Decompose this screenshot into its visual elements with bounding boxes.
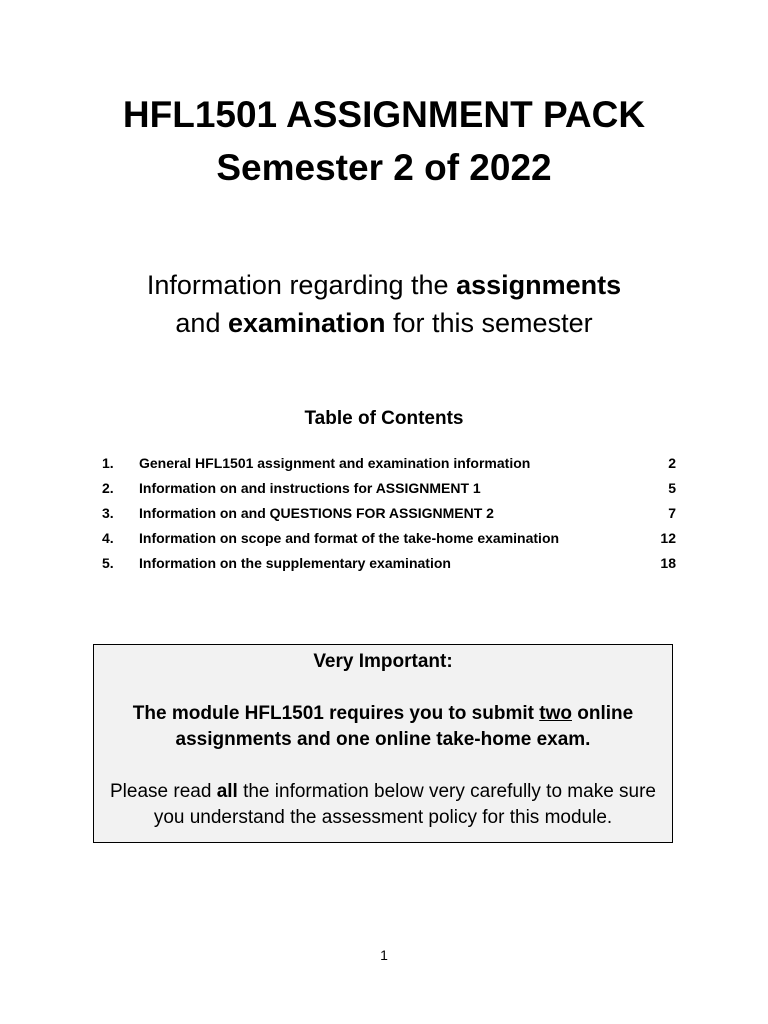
notice-read-text-2: the information below very carefully to make sure you understand the assessment policy for this module. xyxy=(153,781,656,828)
toc-row[interactable] xyxy=(102,550,676,575)
toc-page-number: 12 xyxy=(660,529,676,546)
toc-entry-text: Information on and instructions for ASSIGNMENT 1 xyxy=(139,479,481,496)
toc-entry-text: General HFL1501 assignment and examination information xyxy=(139,454,531,471)
toc-row[interactable] xyxy=(102,475,676,500)
notice-read-bold: all xyxy=(216,781,238,802)
toc-entry-text: Information on and QUESTIONS FOR ASSIGNMENT 2 xyxy=(139,504,494,521)
toc-row[interactable] xyxy=(102,450,676,475)
subtitle-text-3: for this semester xyxy=(385,308,593,338)
subtitle-bold-examination: examination xyxy=(227,308,386,338)
notice-req-text-1: The module HFL1501 requires you to submit xyxy=(132,703,540,724)
notice-instruction xyxy=(94,779,672,831)
toc-number: 3. xyxy=(102,504,114,521)
toc-entry-text: Information on the supplementary examination xyxy=(139,554,451,571)
toc-page-number: 18 xyxy=(660,554,676,571)
notice-read-text-1: Please read xyxy=(110,781,217,802)
document-title xyxy=(0,88,768,194)
table-of-contents xyxy=(102,450,676,575)
toc-page-number: 7 xyxy=(668,504,676,521)
toc-row[interactable] xyxy=(102,525,676,550)
toc-page-number: 2 xyxy=(668,454,676,471)
toc-heading: Table of Contents xyxy=(304,408,464,429)
subtitle-line-1 xyxy=(0,266,768,304)
title-line-2: Semester 2 of 2022 xyxy=(216,147,552,188)
toc-row[interactable] xyxy=(102,500,676,525)
notice-req-text-2: online assignments and one online take-home exam. xyxy=(175,703,634,750)
notice-req-underline: two xyxy=(539,703,572,724)
toc-entry-text: Information on scope and format of the take-home examination xyxy=(139,529,560,546)
title-line-1: HFL1501 ASSIGNMENT PACK xyxy=(122,94,646,135)
subtitle-text-1: Information regarding the xyxy=(146,270,457,300)
page-number: 1 xyxy=(380,947,388,963)
toc-number: 1. xyxy=(102,454,114,471)
subtitle xyxy=(0,266,768,342)
subtitle-text-2: and xyxy=(175,308,228,338)
important-notice-box xyxy=(93,644,673,843)
toc-number: 5. xyxy=(102,554,114,571)
toc-number: 2. xyxy=(102,479,114,496)
subtitle-bold-assignments: assignments xyxy=(456,270,622,300)
toc-number: 4. xyxy=(102,529,114,546)
toc-page-number: 5 xyxy=(668,479,676,496)
notice-requirement xyxy=(94,701,672,753)
notice-heading: Very Important: xyxy=(313,651,453,672)
subtitle-line-2 xyxy=(0,304,768,342)
